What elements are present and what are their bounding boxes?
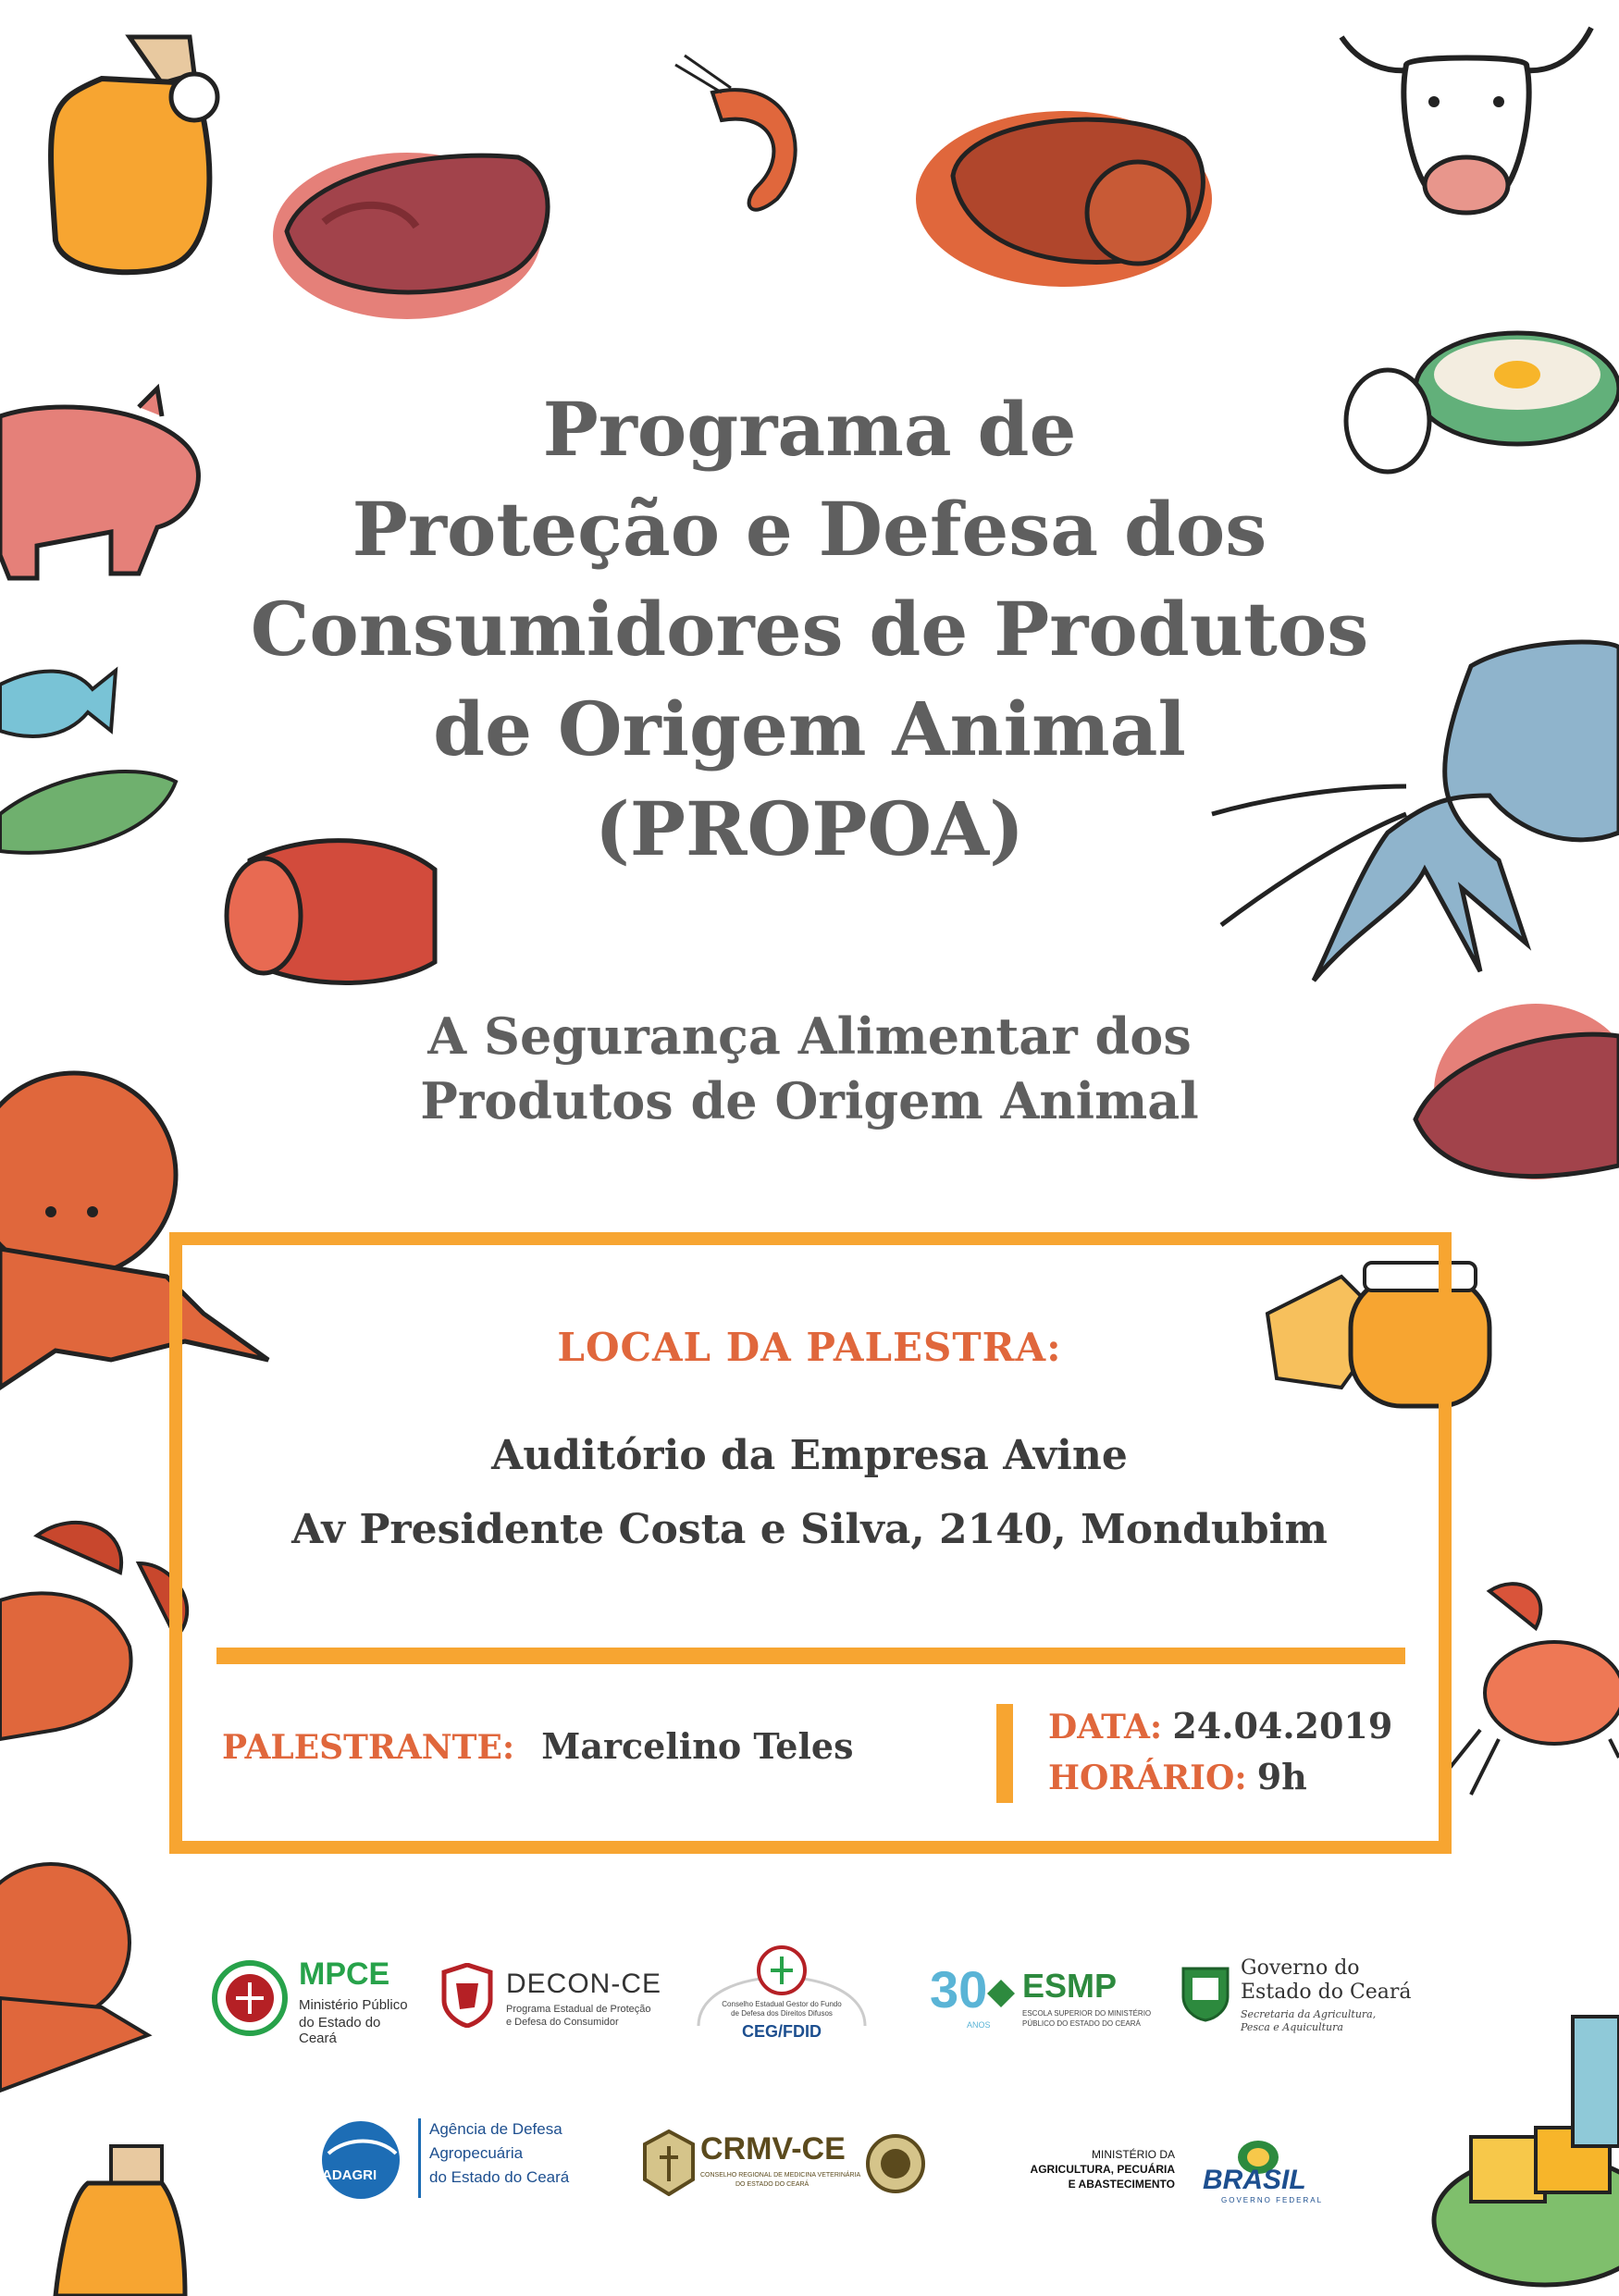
crab-icon [1443,1584,1619,1795]
main-title [0,379,1619,879]
subtitle [0,1004,1619,1133]
ceg-name: CEG/FDID [741,2022,822,2041]
decon-shield-icon [439,1963,495,2028]
venue-name: Auditório da Empresa Avine [491,1432,1128,1479]
date-row [1048,1705,1392,1747]
local-label: LOCAL DA PALESTRA: [557,1325,1062,1370]
esmp-line1: ESCOLA SUPERIOR DO MINISTÉRIO [1022,2009,1152,2018]
adagri-line3: do Estado do Ceará [429,2168,570,2186]
crmv-seal-icon [865,2133,926,2194]
adagri-divider [418,2118,421,2198]
date-label: DATA: [1048,1708,1163,1747]
esmp-arrow-icon [987,1980,1015,2007]
date-value: 24.04.2019 [1172,1705,1393,1747]
logo-governo-ceara [1180,1957,1439,2049]
octopus-small-icon [0,1864,148,2091]
vertical-divider [996,1704,1013,1803]
logo-mpce [208,1957,412,2044]
mapa-line3: E ABASTECIMENTO [1068,2178,1175,2191]
subtitle-line-2: Produtos de Origem Animal [420,1071,1199,1130]
adagri-line2: Agropecuária [429,2144,524,2162]
lobster-icon [0,1523,187,1739]
logo-esmp [930,1959,1152,2043]
mpce-seal-icon [208,1957,291,2044]
mapa-line1: MINISTÉRIO DA [1091,2148,1175,2161]
venue-address: Av Presidente Costa e Silva, 2140, Mondubim [291,1506,1328,1553]
time-label: HORÁRIO: [1048,1759,1247,1797]
title-line-2: Proteção e Defesa dos [352,486,1267,573]
esmp-badge: 30 [930,1960,988,2018]
governo-line1: Governo do [1241,1957,1360,1980]
oil-bottle-bottom-icon [56,2146,185,2296]
crmv-line1: CONSELHO REGIONAL DE MEDICINA VETERINÁRIA [700,2172,861,2179]
logo-crmv [643,2128,930,2202]
brasil-sub: GOVERNO FEDERAL [1221,2196,1324,2204]
ceg-line1: Conselho Estadual Gestor do Fundo [722,2000,842,2008]
speaker-row [222,1725,854,1767]
cow-head-icon [1341,28,1591,213]
title-line-4: de Origem Animal [433,685,1186,772]
mpce-line1: Ministério Público [299,1997,408,2013]
mpce-line2: do Estado do Ceará [299,2015,381,2046]
time-value: 9h [1256,1756,1307,1797]
governo-line4: Pesca e Aquicultura [1241,2021,1343,2033]
logo-mapa-brasil [999,2146,1351,2211]
speaker-label: PALESTRANTE: [222,1728,515,1767]
crmv-line2: DO ESTADO DO CEARÁ [735,2181,810,2188]
mapa-line2: AGRICULTURA, PECUÁRIA [1030,2163,1175,2176]
brasil-name: BRASIL [1203,2165,1306,2195]
title-line-5: (PROPOA) [595,785,1024,872]
subtitle-line-1: A Segurança Alimentar dos [427,1006,1192,1066]
esmp-sub: ANOS [967,2020,991,2030]
shrimp-icon [675,56,796,210]
adagri-line1: Agência de Defesa [429,2120,562,2138]
title-line-3: Consumidores de Produtos [250,586,1369,673]
esmp-line2: PÚBLICO DO ESTADO DO CEARÁ [1022,2019,1141,2028]
logo-ceg-fdid [689,1933,874,2058]
decon-line1: Programa Estadual de Proteção [506,2004,651,2015]
esmp-name: ESMP [1022,1967,1118,2005]
box-divider [216,1648,1405,1664]
speaker-value: Marcelino Teles [541,1725,854,1767]
crmv-shield-icon [643,2129,695,2196]
oil-bottle-icon [51,37,217,272]
time-row [1048,1756,1307,1797]
cheese-basket-icon [1434,2017,1619,2285]
ceara-coat-of-arms-icon [1180,1961,1231,2022]
logo-adagri [315,2118,583,2206]
ceg-line2: de Defesa dos Direitos Difusos [731,2009,833,2018]
decon-name: DECON-CE [506,1969,662,1999]
decon-line2: e Defesa do Consumidor [506,2017,619,2028]
mpce-name: MPCE [299,1957,390,1992]
roast-chicken-icon [916,111,1212,287]
meat-steak-icon [273,153,548,319]
adagri-name: ADAGRI [322,2167,377,2183]
crmv-name: CRMV-CE [700,2131,846,2166]
title-line-1: Programa de [542,386,1077,473]
adagri-emblem-icon [315,2118,411,2202]
governo-line2: Estado do Ceará [1241,1981,1412,2004]
governo-line3: Secretaria da Agricultura, [1241,2008,1377,2020]
logo-decon [439,1963,661,2037]
